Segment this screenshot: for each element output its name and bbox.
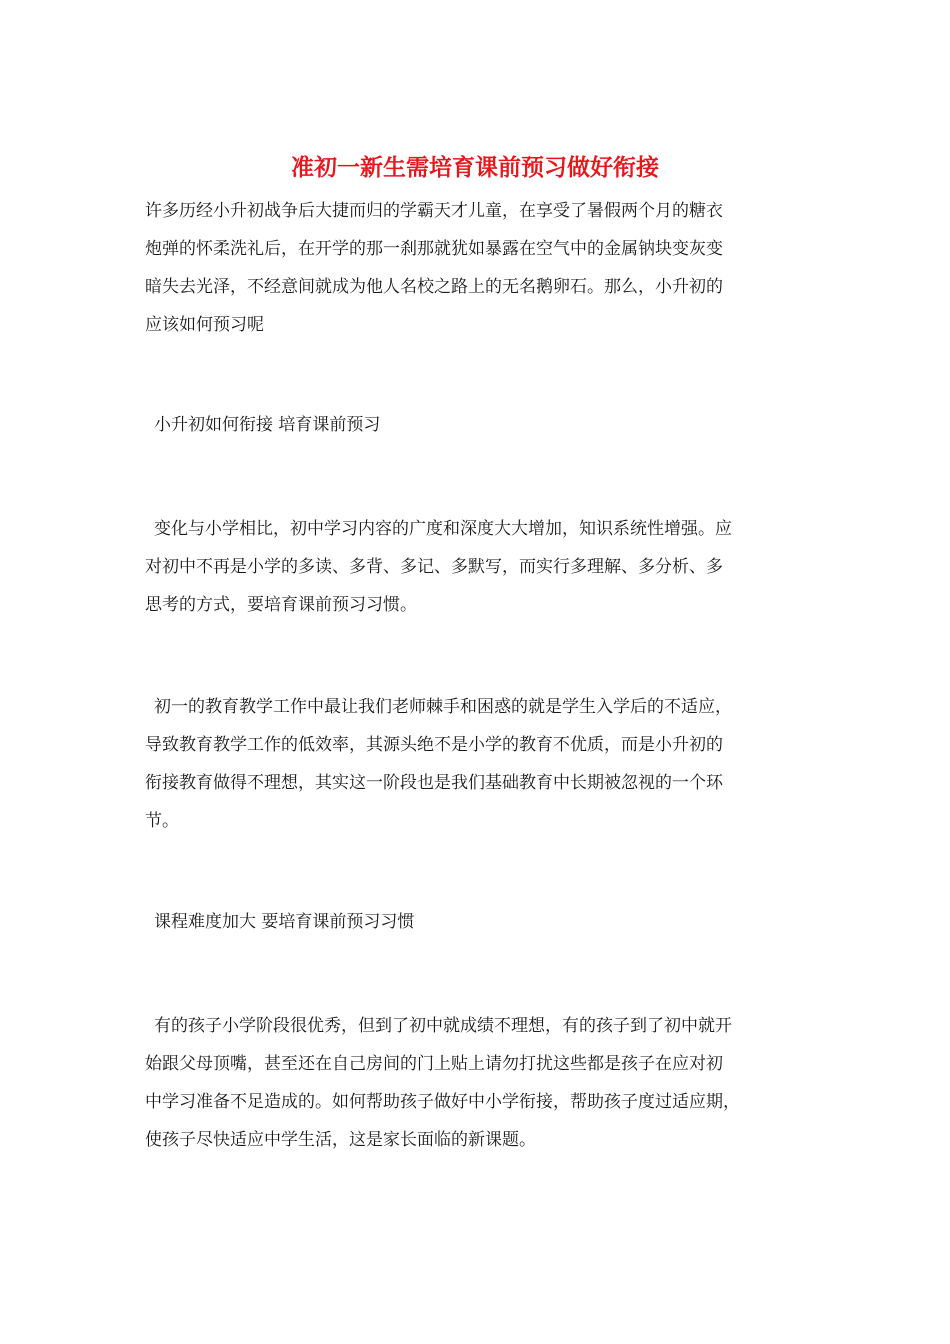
paragraph-line: 对初中不再是小学的多读、多背、多记、多默写，而实行多理解、多分析、多 bbox=[145, 557, 723, 577]
paragraph-line: 使孩子尽快适应中学生活，这是家长面临的新课题。 bbox=[145, 1130, 536, 1150]
paragraph-intro bbox=[145, 192, 810, 344]
paragraph-line: 变化与小学相比，初中学习内容的广度和深度大大增加，知识系统性增强。应 bbox=[154, 519, 732, 539]
paragraph-line: 初一的教育教学工作中最让我们老师棘手和困惑的就是学生入学后的不适应， bbox=[154, 697, 732, 717]
paragraph-line: 暗失去光泽，不经意间就成为他人名校之路上的无名鹅卵石。那么，小升初的 bbox=[145, 277, 723, 297]
paragraph-children bbox=[145, 1007, 810, 1159]
paragraph-line: 始跟父母顶嘴，甚至还在自己房间的门上贴上请勿打扰这些都是孩子在应对初 bbox=[145, 1054, 723, 1074]
section-heading-transition bbox=[145, 406, 810, 444]
paragraph-line: 许多历经小升初战争后大捷而归的学霸天才儿童，在享受了暑假两个月的糖衣 bbox=[145, 201, 723, 221]
paragraph-line: 节。 bbox=[145, 811, 179, 831]
paragraph-line: 导致教育教学工作的低效率，其源头绝不是小学的教育不优质，而是小升初的 bbox=[145, 735, 723, 755]
paragraph-line: 思考的方式，要培育课前预习习惯。 bbox=[145, 595, 417, 615]
paragraph-line: 课程难度加大 要培育课前预习习惯 bbox=[154, 912, 415, 932]
paragraph-line: 小升初如何衔接 培育课前预习 bbox=[154, 415, 381, 435]
paragraph-line: 炮弹的怀柔洗礼后，在开学的那一刹那就犹如暴露在空气中的金属钠块变灰变 bbox=[145, 239, 723, 259]
paragraph-line: 中学习准备不足造成的。如何帮助孩子做好中小学衔接，帮助孩子度过适应期， bbox=[145, 1092, 740, 1112]
document-title: 准初一新生需培育课前预习做好衔接 bbox=[291, 154, 659, 181]
paragraph-teaching bbox=[145, 688, 810, 840]
section-heading-difficulty bbox=[145, 903, 810, 941]
paragraph-line: 衔接教育做得不理想，其实这一阶段也是我们基础教育中长期被忽视的一个环 bbox=[145, 773, 723, 793]
paragraph-line: 应该如何预习呢 bbox=[145, 315, 264, 335]
paragraph-line: 有的孩子小学阶段很优秀，但到了初中就成绩不理想，有的孩子到了初中就开 bbox=[154, 1016, 732, 1036]
paragraph-changes bbox=[145, 510, 810, 624]
